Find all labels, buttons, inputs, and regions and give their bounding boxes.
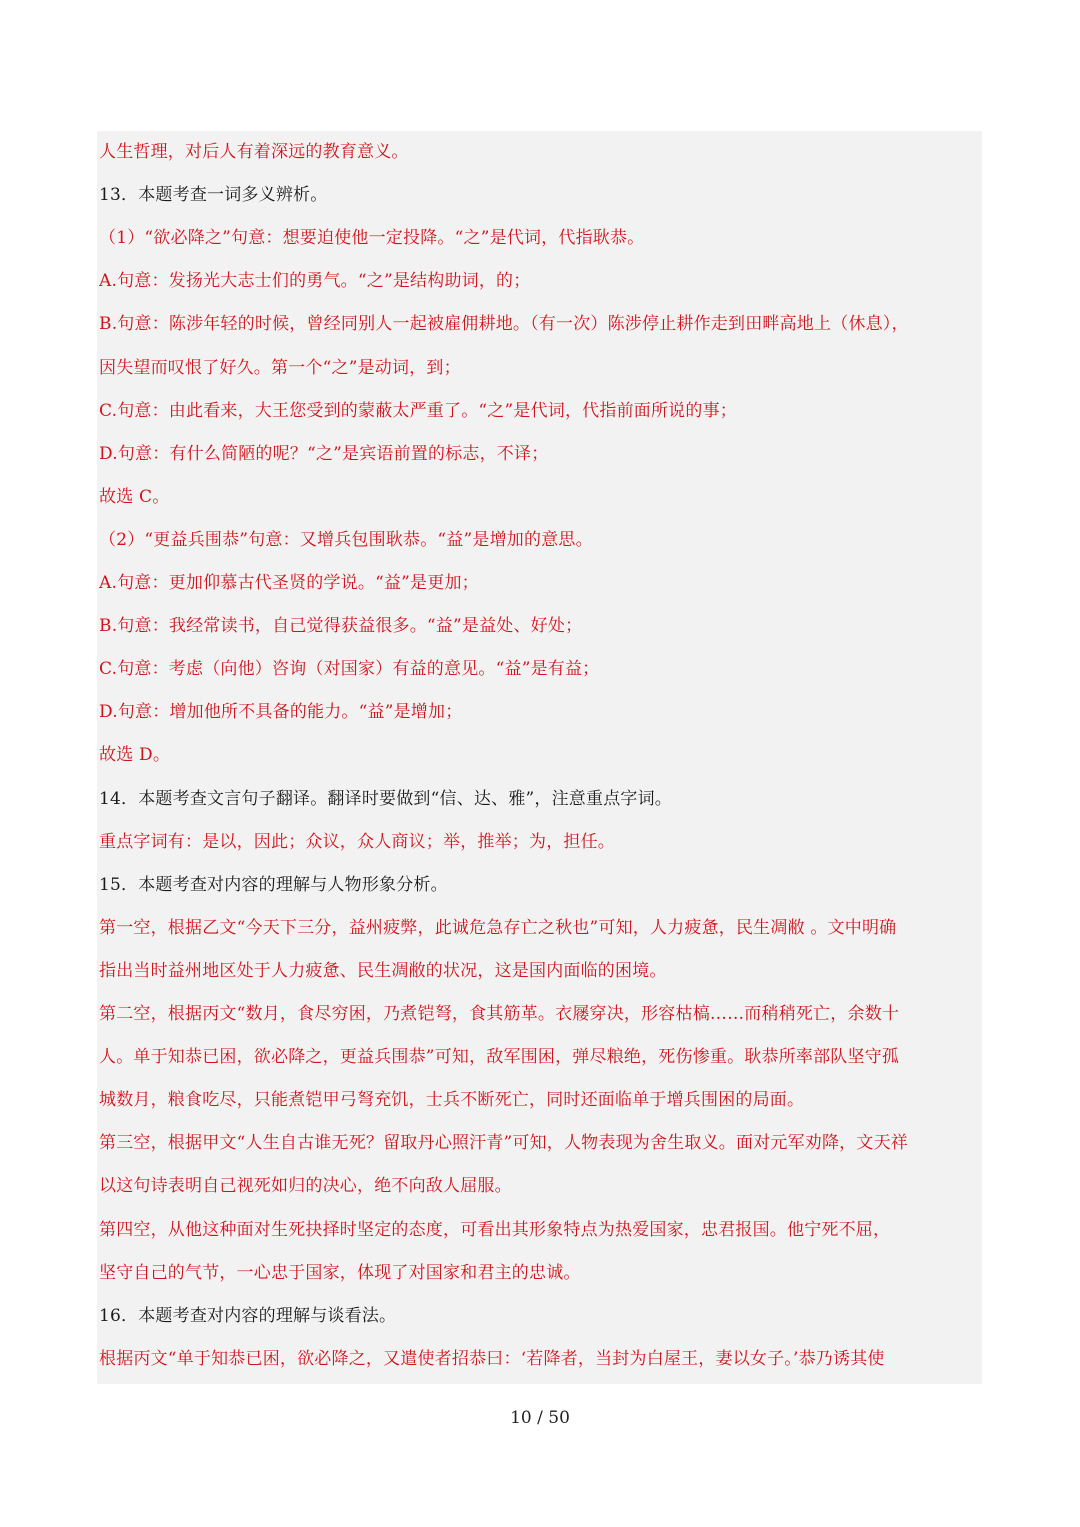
text-line: 指出当时益州地区处于人力疲惫、民生凋敝的状况，这是国内面临的困境。	[99, 960, 667, 981]
text-line: 故选 D。	[99, 745, 171, 766]
answer-text-block	[97, 131, 982, 1384]
text-line: B.句意：陈涉年轻的时候，曾经同别人一起被雇佣耕地。（有一次）陈涉停止耕作走到田畔高地上（休息），	[99, 314, 909, 335]
text-line: 城数月，粮食吃尽，只能煮铠甲弓弩充饥，士兵不断死亡，同时还面临单于增兵围困的局面。	[99, 1090, 805, 1111]
text-line: 第二空，根据丙文“数月，食尽穷困，乃煮铠弩，食其筋革。衣屦穿决，形容枯槁……而稍稍死亡，余数十	[99, 1004, 900, 1024]
text-line: 故选 C。	[99, 486, 170, 507]
text-line: 根据丙文“单于知恭已困，欲必降之，又遣使者招恭曰：‘若降者，当封为白屋王，妻以女子。’恭乃诱其使	[99, 1348, 885, 1369]
text-line: 第四空，从他这种面对生死抉择时坚定的态度，可看出其形象特点为热爱国家，忠君报国。他宁死不屈，	[99, 1219, 891, 1240]
text-line: D.句意：增加他所不具备的能力。“益”是增加；	[99, 702, 463, 723]
text-line: 第三空，根据甲文“人生自古谁无死？留取丹心照汗青”可知，人物表现为舍生取义。面对元军劝降，文天祥	[99, 1133, 908, 1154]
text-line: 16．本题考查对内容的理解与谈看法。	[99, 1305, 397, 1326]
page-number: 10 / 50	[510, 1408, 570, 1428]
text-line: 人生哲理，对后人有着深远的教育意义。	[99, 142, 409, 162]
text-line: 13．本题考查一词多义辨析。	[99, 185, 328, 206]
text-line: B.句意：我经常读书，自己觉得获益很多。“益”是益处、好处；	[99, 616, 583, 637]
text-line: 因失望而叹恨了好久。第一个“之”是动词，到；	[99, 357, 461, 378]
text-line: A.句意：更加仰慕古代圣贤的学说。“益”是更加；	[99, 573, 479, 593]
text-line: C.句意：考虑（向他）咨询（对国家）有益的意见。“益”是有益；	[99, 659, 600, 680]
text-line: （1）“欲必降之”句意：想要迫使他一定投降。“之”是代词，代指耿恭。	[99, 228, 645, 249]
text-line: 人。单于知恭已困，欲必降之，更益兵围恭”可知，敌军围困，弹尽粮绝，死伤惨重。耿恭所率部队坚守孤	[99, 1047, 900, 1068]
text-line: A.句意：发扬光大志士们的勇气。“之”是结构助词，的；	[99, 271, 531, 292]
text-line: C.句意：由此看来，大王您受到的蒙蔽太严重了。“之”是代词，代指前面所说的事；	[99, 400, 737, 421]
text-line: 坚守自己的气节，一心忠于国家，体现了对国家和君主的忠诚。	[99, 1262, 581, 1283]
text-line: 15．本题考查对内容的理解与人物形象分析。	[99, 874, 448, 895]
text-line: 14．本题考查文言句子翻译。翻译时要做到“信、达、雅”，注意重点字词。	[99, 788, 673, 809]
text-line: （2）“更益兵围恭”句意：又增兵包围耿恭。“益”是增加的意思。	[99, 529, 593, 550]
text-line: 第一空，根据乙文“今天下三分，益州疲弊，此诚危急存亡之秋也”可知，人力疲惫，民生凋敝 。文中明确	[99, 917, 897, 938]
text-line: 以这句诗表明自己视死如归的决心，绝不向敌人屈服。	[99, 1176, 512, 1197]
text-line: 重点字词有：是以，因此；众议，众人商议；举，推举；为，担任。	[99, 831, 615, 852]
text-line: D.句意：有什么简陋的呢？“之”是宾语前置的标志，不译；	[99, 443, 549, 464]
